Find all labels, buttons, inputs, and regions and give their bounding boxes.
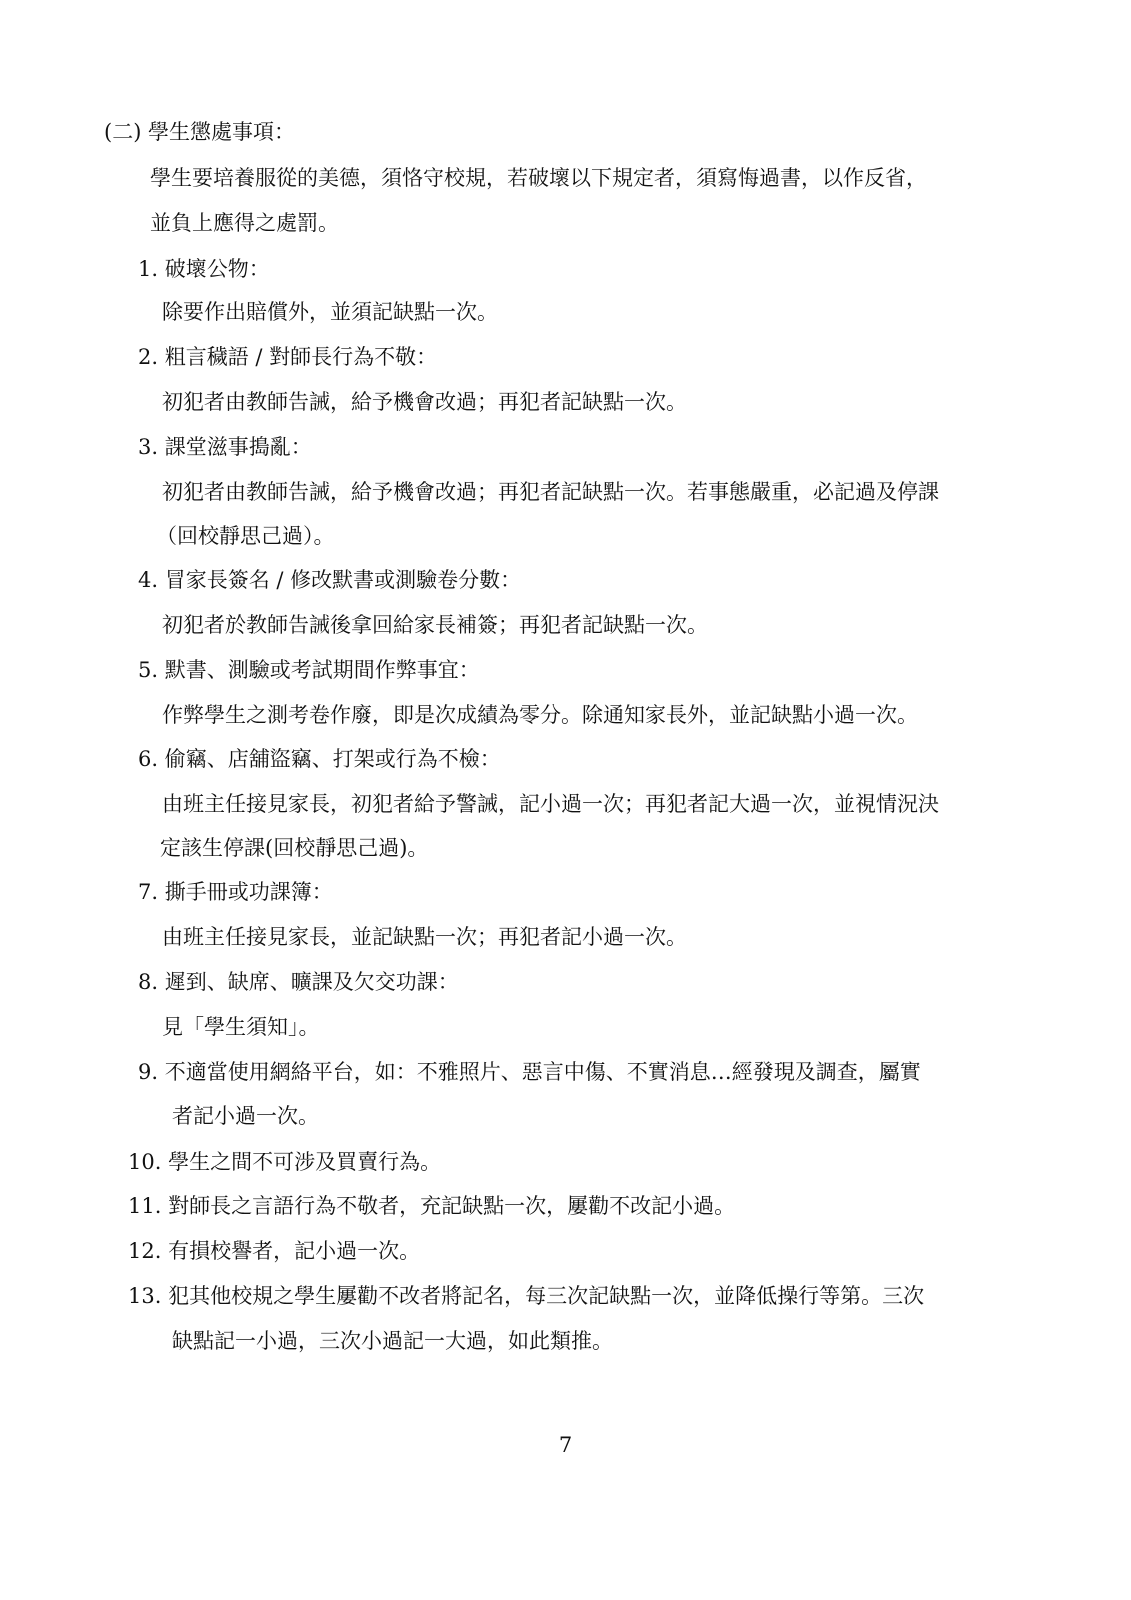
list-item-body-cont: 定該生停課(回校靜思己過)。 (160, 836, 429, 860)
list-item-number: 2. (138, 345, 159, 369)
list-item-title (138, 744, 501, 774)
section-heading: (二) 學生懲處事項： (104, 120, 296, 144)
list-item-title-text: 默書、測驗或考試期間作弊事宜： (164, 658, 480, 682)
list-item-body: 由班主任接見家長，初犯者給予警誡，記小過一次；再犯者記大過一次，並視情況決 (162, 792, 939, 816)
list-item-title-cont: 缺點記一小過，三次小過記一大過，如此類推。 (172, 1329, 613, 1353)
list-item-title-text: 撕手冊或功課簿： (164, 880, 333, 904)
list-item-title (138, 254, 270, 284)
list-item-number: 7. (138, 880, 159, 904)
list-item-number: 5. (138, 658, 159, 682)
list-item-title (138, 565, 521, 595)
page-number: 7 (558, 1433, 573, 1457)
list-item-title (138, 877, 333, 907)
list-item-title-text: 冒家長簽名 / 修改默書或測驗卷分數： (164, 568, 522, 592)
list-item-number: 1. (138, 257, 159, 281)
list-item-body: 除要作出賠償外，並須記缺點一次。 (162, 300, 498, 324)
section-intro-line-1: 學生要培養服從的美德，須恪守校規，若破壞以下規定者，須寫悔過書，以作反省， (150, 166, 927, 190)
list-item-title-text: 犯其他校規之學生屢勸不改者將記名，每三次記缺點一次，並降低操行等第。三次 (168, 1284, 925, 1308)
list-item-body: 初犯者由教師告誡，給予機會改過；再犯者記缺點一次。 (162, 390, 687, 414)
list-item-body: 初犯者於教師告誡後拿回給家長補簽；再犯者記缺點一次。 (162, 613, 708, 637)
list-item-title-text: 學生之間不可涉及買賣行為。 (168, 1150, 442, 1174)
list-item-body: 作弊學生之測考卷作廢，即是次成績為零分。除通知家長外，並記缺點小過一次。 (162, 703, 918, 727)
list-item-number: 11. (128, 1194, 162, 1218)
list-item-title-text: 課堂滋事搗亂： (164, 435, 312, 459)
list-item-title-text: 不適當使用網絡平台，如：不雅照片、惡言中傷、不實消息…經發現及調查，屬實 (164, 1060, 921, 1084)
list-item-number: 10. (128, 1150, 162, 1174)
section-intro-line-2: 並負上應得之處罰。 (150, 211, 339, 235)
list-item-title-text: 破壞公物： (164, 257, 270, 281)
list-item-title (138, 655, 480, 685)
list-item-title (138, 967, 459, 997)
list-item-number: 4. (138, 568, 159, 592)
list-item-title (128, 1147, 441, 1177)
list-item-title-text: 對師長之言語行為不敬者，充記缺點一次，屢勸不改記小過。 (168, 1194, 736, 1218)
list-item-number: 12. (128, 1239, 162, 1263)
list-item-title (138, 342, 437, 372)
list-item-body-cont: （回校靜思己過）。 (156, 524, 335, 548)
list-item-title-cont: 者記小過一次。 (172, 1104, 319, 1128)
list-item-title (128, 1236, 420, 1266)
list-item-body: 初犯者由教師告誡，給予機會改過；再犯者記缺點一次。若事態嚴重，必記過及停課 (162, 480, 939, 504)
list-item-number: 3. (138, 435, 159, 459)
list-item-title (128, 1281, 924, 1311)
list-item-title (138, 432, 312, 462)
list-item-title-text: 有損校譽者，記小過一次。 (168, 1239, 421, 1263)
list-item-title-text: 偷竊、店舖盜竊、打架或行為不檢： (164, 747, 501, 771)
list-item-title-text: 粗言穢語 / 對師長行為不敬： (164, 345, 438, 369)
list-item-number: 8. (138, 970, 159, 994)
list-item-number: 6. (138, 747, 159, 771)
list-item-number: 13. (128, 1284, 162, 1308)
list-item-title (128, 1191, 735, 1221)
list-item-number: 9. (138, 1060, 159, 1084)
list-item-title (138, 1057, 921, 1087)
list-item-body: 見「學生須知」。 (162, 1015, 320, 1039)
list-item-body: 由班主任接見家長，並記缺點一次；再犯者記小過一次。 (162, 925, 687, 949)
list-item-title-text: 遲到、缺席、曠課及欠交功課： (164, 970, 459, 994)
